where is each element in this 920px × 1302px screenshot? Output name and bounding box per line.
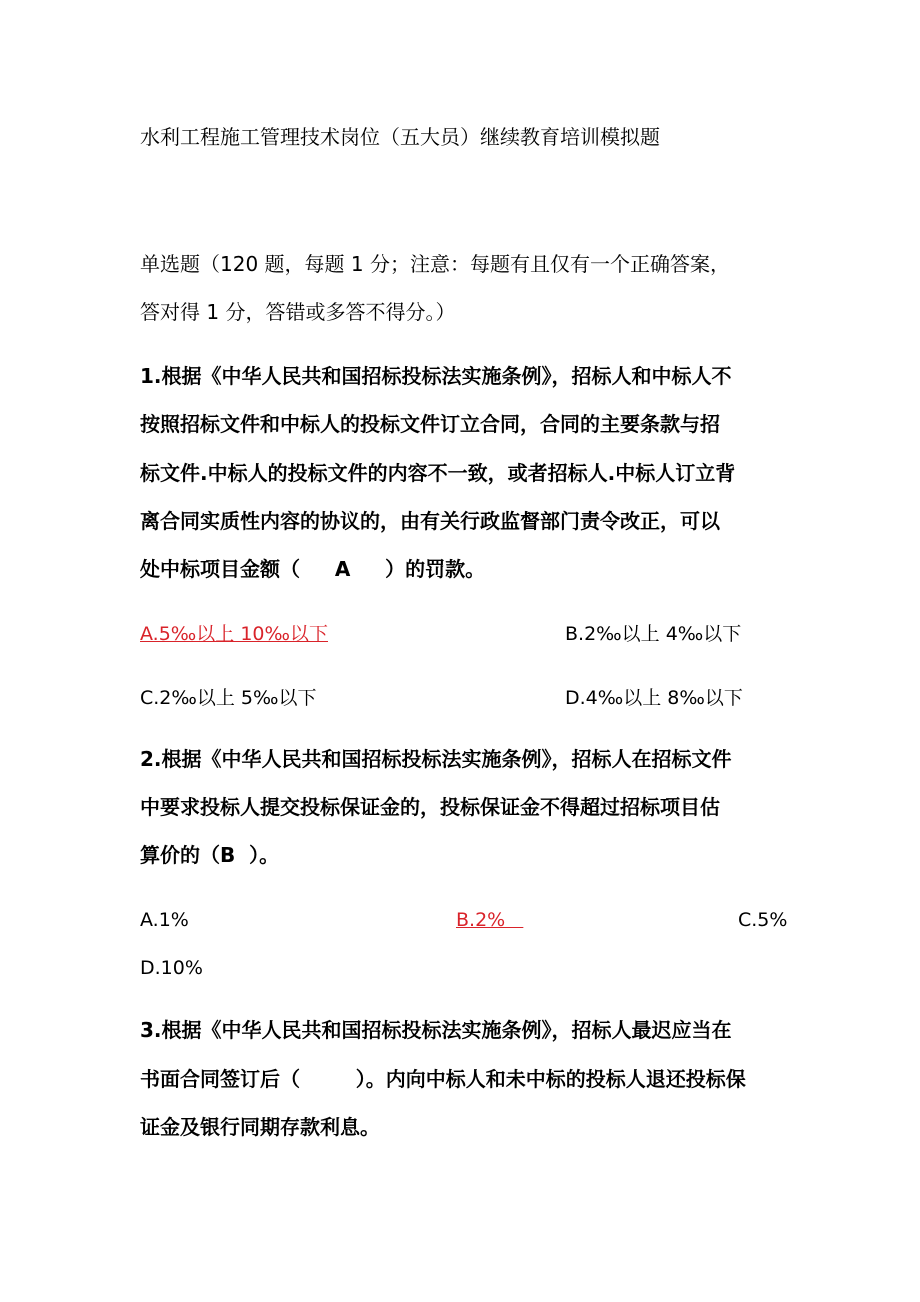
question-1-line-1: 1.根据《中华人民共和国招标投标法实施条例》，招标人和中标人不 xyxy=(140,364,732,388)
instructions-line-2: 答对得 1 分，答错或多答不得分。） xyxy=(140,300,456,324)
question-1-line-2: 按照招标文件和中标人的投标文件订立合同，合同的主要条款与招 xyxy=(140,412,720,436)
question-2-option-a: A.1% xyxy=(140,909,189,931)
question-1-option-d: D.4‰以上 8‰以下 xyxy=(565,687,743,709)
question-2-option-c: C.5% xyxy=(738,909,788,931)
question-1-option-c: C.2‰以上 5‰以下 xyxy=(140,687,317,709)
question-1-line-5: 处中标项目金额（ A ）的罚款。 xyxy=(140,557,486,581)
instructions-line-1: 单选题（120 题，每题 1 分；注意：每题有且仅有一个正确答案， xyxy=(140,252,730,276)
question-3-line-2: 书面合同签订后（ ）。内向中标人和未中标的投标人退还投标保 xyxy=(140,1067,746,1091)
question-2-option-d: D.10% xyxy=(140,957,203,979)
question-1-option-a: A.5‰以上 10‰以下 xyxy=(140,623,328,645)
document-title: 水利工程施工管理技术岗位（五大员）继续教育培训模拟题 xyxy=(140,125,660,149)
question-1-line-4: 离合同实质性内容的协议的，由有关行政监督部门责令改正，可以 xyxy=(140,509,720,533)
question-2-line-1: 2.根据《中华人民共和国招标投标法实施条例》，招标人在招标文件 xyxy=(140,747,732,771)
question-1-line-3: 标文件.中标人的投标文件的内容不一致，或者招标人.中标人订立背 xyxy=(140,461,736,485)
question-3-line-1: 3.根据《中华人民共和国招标投标法实施条例》，招标人最迟应当在 xyxy=(140,1018,732,1042)
question-2-line-2: 中要求投标人提交投标保证金的，投标保证金不得超过招标项目估 xyxy=(140,795,720,819)
question-3-line-3: 证金及银行同期存款利息。 xyxy=(140,1115,380,1139)
question-1-option-b: B.2‰以上 4‰以下 xyxy=(565,623,742,645)
question-2-option-b: B.2% xyxy=(456,909,524,931)
question-2-line-3: 算价的（B ）。 xyxy=(140,843,280,867)
